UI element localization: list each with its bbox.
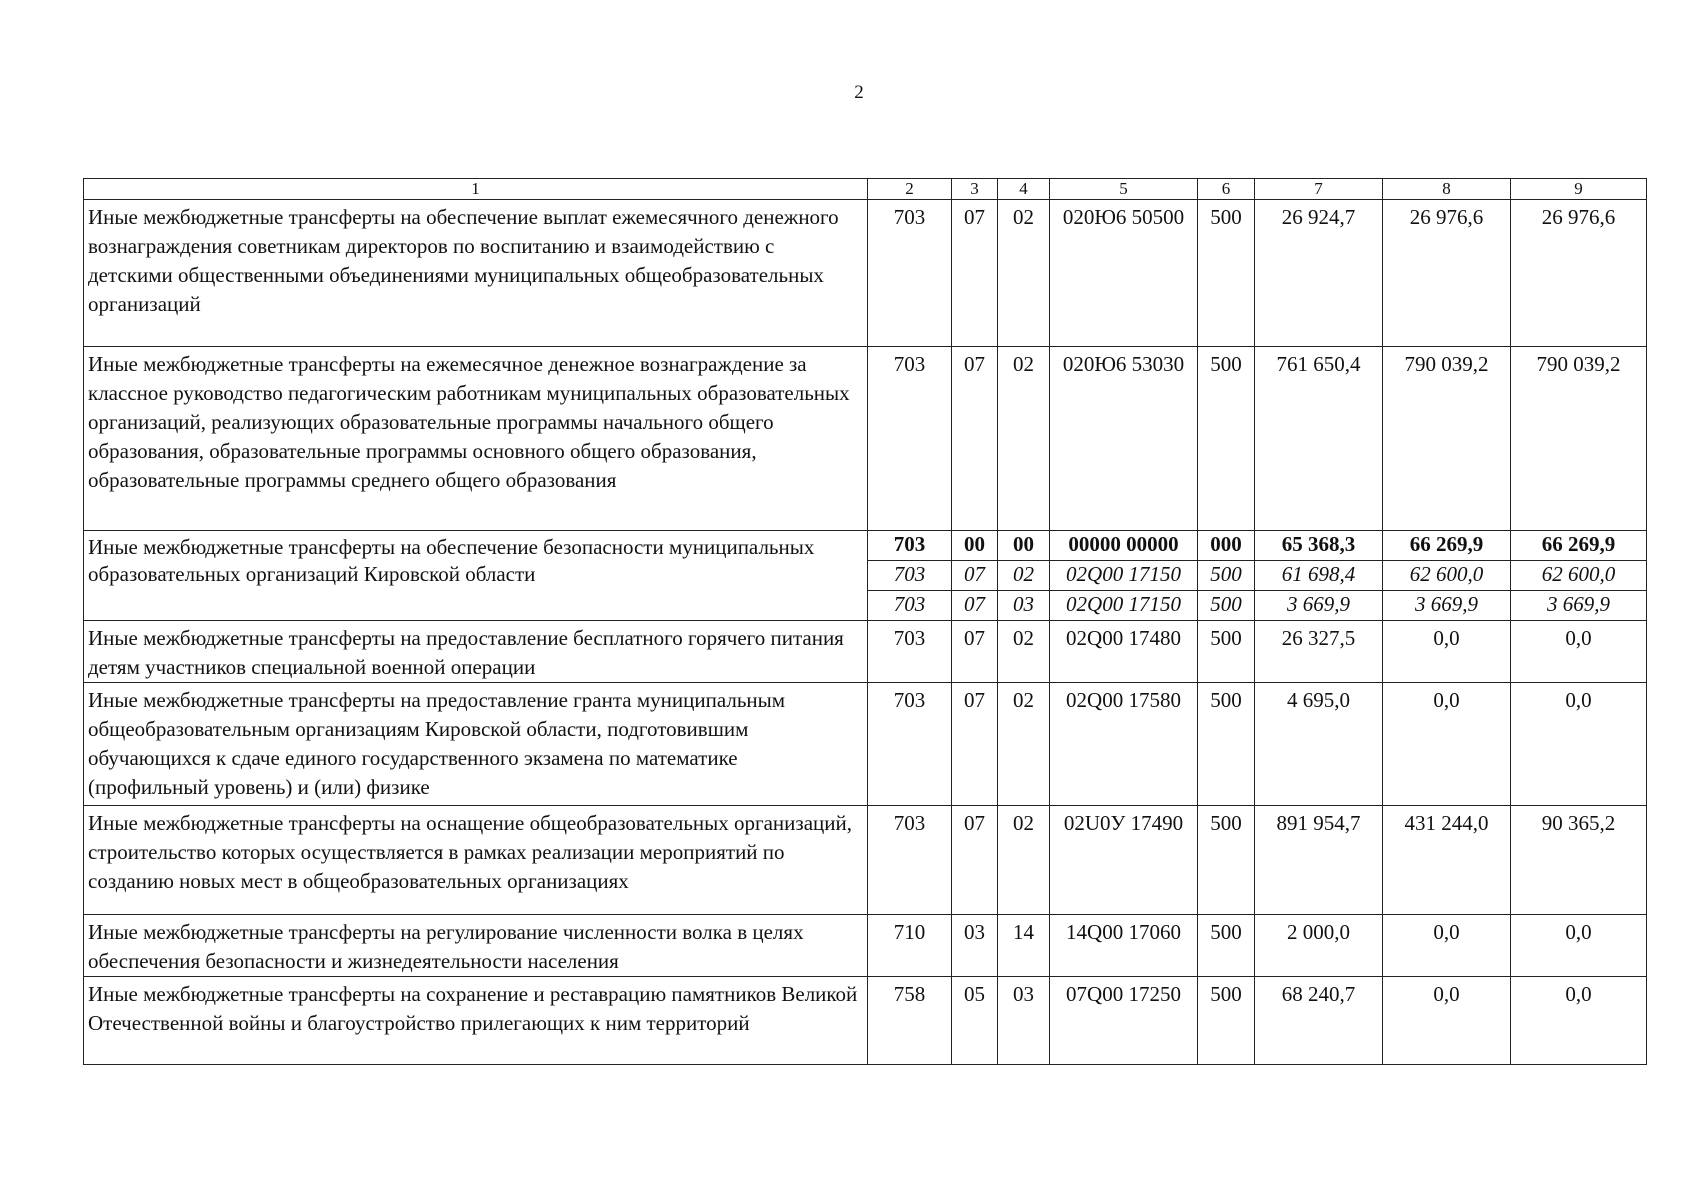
header-cell: 8 [1383,179,1511,200]
table-row [84,531,1647,561]
cell-col4: 03 [998,591,1050,621]
page-number: 2 [854,82,864,103]
cell-col3: 07 [952,200,998,347]
cell-col4: 02 [998,200,1050,347]
cell-col2: 758 [868,977,952,1065]
cell-col5: 02U0У 17490 [1050,806,1198,915]
cell-col6: 500 [1198,915,1255,977]
row-description: Иные межбюджетные трансферты на ежемесячное денежное вознаграждение за классное руководство педагогическим работникам муниципальных образовательных организаций, реализующих образовательные программы начального общего образования, образовательные программы основного общего образования, образовательные программы среднего общего образования [84,347,868,531]
header-cell: 2 [868,179,952,200]
cell-col6: 000 [1198,531,1255,561]
cell-col9: 0,0 [1511,621,1647,683]
cell-col2: 703 [868,561,952,591]
cell-col9: 26 976,6 [1511,200,1647,347]
cell-col7: 3 669,9 [1255,591,1383,621]
cell-col5: 020Ю6 50500 [1050,200,1198,347]
cell-col4: 14 [998,915,1050,977]
cell-col3: 07 [952,683,998,806]
table-row [84,806,1647,915]
cell-col9: 790 039,2 [1511,347,1647,531]
table-row [84,977,1647,1065]
cell-col2: 703 [868,200,952,347]
cell-col6: 500 [1198,347,1255,531]
cell-col8: 62 600,0 [1383,561,1511,591]
cell-col4: 02 [998,347,1050,531]
cell-col8: 3 669,9 [1383,591,1511,621]
header-cell: 1 [84,179,868,200]
cell-col8: 790 039,2 [1383,347,1511,531]
cell-col2: 703 [868,621,952,683]
cell-col8: 66 269,9 [1383,531,1511,561]
header-row [84,179,1647,200]
table-row [84,915,1647,977]
cell-col9: 62 600,0 [1511,561,1647,591]
cell-col7: 2 000,0 [1255,915,1383,977]
row-description: Иные межбюджетные трансферты на оснащение общеобразовательных организаций, строительство которых осуществляется в рамках реализации мероприятий по созданию новых мест в общеобразовательных организациях [84,806,868,915]
row-description: Иные межбюджетные трансферты на предоставление гранта муниципальным общеобразовательным организациям Кировской области, подготовившим обучающихся к сдаче единого государственного экзамена по математике (профильный уровень) и (или) физике [84,683,868,806]
cell-col3: 03 [952,915,998,977]
table-row [84,347,1647,531]
cell-col6: 500 [1198,806,1255,915]
cell-col2: 703 [868,347,952,531]
cell-col6: 500 [1198,683,1255,806]
cell-col4: 02 [998,806,1050,915]
cell-col5: 020Ю6 53030 [1050,347,1198,531]
cell-col7: 61 698,4 [1255,561,1383,591]
row-description: Иные межбюджетные трансферты на сохранение и реставрацию памятников Великой Отечественной войны и благоустройство прилегающих к ним территорий [84,977,868,1065]
cell-col8: 0,0 [1383,621,1511,683]
header-cell: 3 [952,179,998,200]
cell-col3: 07 [952,621,998,683]
cell-col8: 0,0 [1383,977,1511,1065]
cell-col2: 703 [868,591,952,621]
cell-col8: 26 976,6 [1383,200,1511,347]
header-cell: 9 [1511,179,1647,200]
header-cell: 5 [1050,179,1198,200]
row-description: Иные межбюджетные трансферты на предоставление бесплатного горячего питания детям участников специальной военной операции [84,621,868,683]
cell-col7: 65 368,3 [1255,531,1383,561]
table-row [84,621,1647,683]
cell-col9: 0,0 [1511,683,1647,806]
cell-col7: 761 650,4 [1255,347,1383,531]
cell-col8: 0,0 [1383,915,1511,977]
cell-col8: 431 244,0 [1383,806,1511,915]
header-cell: 4 [998,179,1050,200]
cell-col7: 4 695,0 [1255,683,1383,806]
cell-col5: 07Q00 17250 [1050,977,1198,1065]
cell-col5: 02Q00 17150 [1050,591,1198,621]
cell-col9: 3 669,9 [1511,591,1647,621]
cell-col4: 02 [998,621,1050,683]
cell-col3: 07 [952,561,998,591]
cell-col4: 02 [998,683,1050,806]
cell-col4: 02 [998,561,1050,591]
cell-col2: 710 [868,915,952,977]
cell-col5: 02Q00 17150 [1050,561,1198,591]
table-row [84,683,1647,806]
cell-col9: 66 269,9 [1511,531,1647,561]
cell-col6: 500 [1198,591,1255,621]
header-cell: 6 [1198,179,1255,200]
cell-col7: 68 240,7 [1255,977,1383,1065]
cell-col2: 703 [868,806,952,915]
cell-col3: 05 [952,977,998,1065]
table-row [84,200,1647,347]
cell-col4: 00 [998,531,1050,561]
cell-col5: 14Q00 17060 [1050,915,1198,977]
cell-col6: 500 [1198,561,1255,591]
row-description: Иные межбюджетные трансферты на обеспечение выплат ежемесячного денежного вознаграждения советникам директоров по воспитанию и взаимодействию с детскими общественными объединениями муниципальных общеобразовательных организаций [84,200,868,347]
cell-col7: 26 327,5 [1255,621,1383,683]
row-description: Иные межбюджетные трансферты на регулирование численности волка в целях обеспечения безопасности и жизнедеятельности населения [84,915,868,977]
cell-col3: 00 [952,531,998,561]
row-description: Иные межбюджетные трансферты на обеспечение безопасности муниципальных образовательных организаций Кировской области [84,531,868,621]
cell-col6: 500 [1198,977,1255,1065]
cell-col7: 891 954,7 [1255,806,1383,915]
cell-col3: 07 [952,591,998,621]
cell-col6: 500 [1198,200,1255,347]
cell-col7: 26 924,7 [1255,200,1383,347]
cell-col5: 00000 00000 [1050,531,1198,561]
cell-col3: 07 [952,347,998,531]
cell-col6: 500 [1198,621,1255,683]
cell-col3: 07 [952,806,998,915]
cell-col9: 0,0 [1511,915,1647,977]
cell-col4: 03 [998,977,1050,1065]
cell-col2: 703 [868,683,952,806]
cell-col8: 0,0 [1383,683,1511,806]
budget-table [83,178,1647,1065]
header-cell: 7 [1255,179,1383,200]
cell-col2: 703 [868,531,952,561]
cell-col5: 02Q00 17580 [1050,683,1198,806]
cell-col9: 0,0 [1511,977,1647,1065]
cell-col9: 90 365,2 [1511,806,1647,915]
cell-col5: 02Q00 17480 [1050,621,1198,683]
